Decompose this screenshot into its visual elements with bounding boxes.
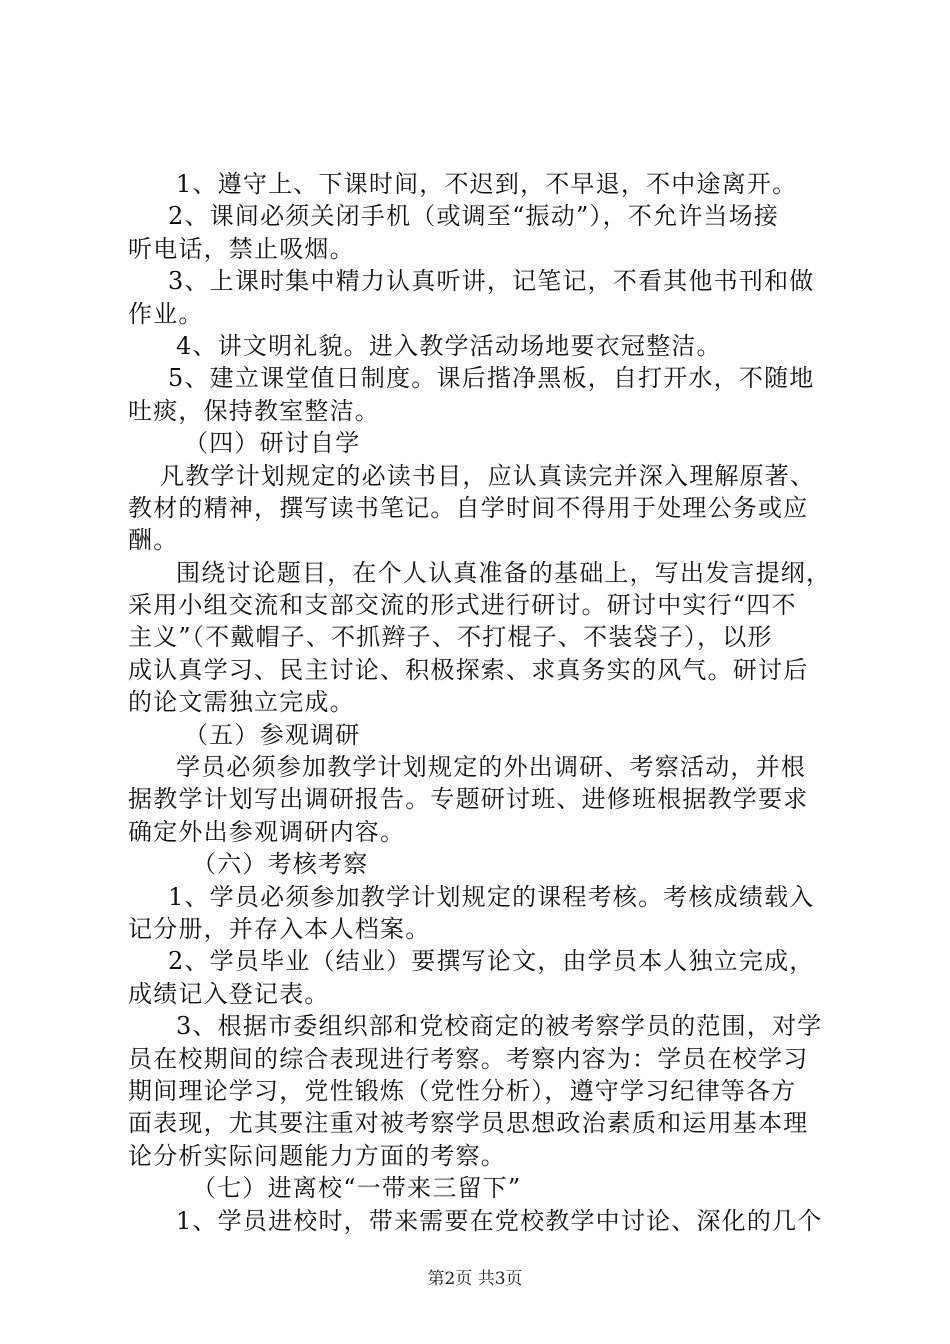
- text-line: 期间理论学习，党性锻炼（党性分析），遵守学习纪律等各方: [128, 1076, 797, 1105]
- text-line: 主义”（不戴帽子、不抓辫子、不打棍子、不装袋子），以形: [128, 623, 773, 652]
- text-line: 2、学员毕业（结业）要撰写论文，由学员本人独立完成，: [168, 947, 815, 976]
- text-line: 吐痰，保持教室整洁。: [128, 396, 380, 425]
- text-line: 成绩记入登记表。: [128, 979, 330, 1008]
- text-line: 教材的精神，撰写读书笔记。自学时间不得用于处理公务或应: [128, 493, 809, 522]
- page-number: 第2页 共3页: [427, 1269, 523, 1289]
- section-heading: （六）考核考察: [192, 850, 369, 879]
- text-line: 1、学员必须参加教学计划规定的课程考核。考核成绩载入: [168, 882, 815, 911]
- section-heading: （四）研讨自学: [184, 429, 361, 458]
- text-line: 4、讲文明礼貌。进入教学活动场地要衣冠整洁。: [176, 331, 722, 360]
- text-line: 3、根据市委组织部和党校商定的被考察学员的范围，对学: [176, 1012, 823, 1041]
- text-line: 听电话，禁止吸烟。: [128, 234, 355, 263]
- text-line: 学员必须参加教学计划规定的外出调研、考察活动，并根: [176, 753, 806, 782]
- text-line: 酬。: [128, 526, 179, 555]
- text-line: 作业。: [128, 299, 204, 328]
- document-body: [128, 168, 838, 1237]
- text-line: 员在校期间的综合表现进行考察。考察内容为：学员在校学习: [128, 1044, 809, 1073]
- text-line: 论分析实际问题能力方面的考察。: [128, 1141, 506, 1170]
- section-heading: （五）参观调研: [184, 720, 361, 749]
- text-line: 的论文需独立完成。: [128, 688, 355, 717]
- text-line: 面表现，尤其要注重对被考察学员思想政治素质和运用基本理: [128, 1109, 809, 1138]
- text-line: 1、遵守上、下课时间，不迟到，不早退，不中途离开。: [176, 170, 798, 198]
- text-line: 成认真学习、民主讨论、积极探索、求真务实的风气。研讨后: [128, 655, 809, 684]
- text-line: 围绕讨论题目，在个人认真准备的基础上，写出发言提纲，: [176, 558, 832, 587]
- text-line: 确定外出参观调研内容。: [128, 817, 406, 846]
- text-line: 5、建立课堂值日制度。课后揩净黑板，自打开水，不随地: [168, 364, 815, 393]
- text-line: 记分册，并存入本人档案。: [128, 914, 431, 943]
- text-line: 凡教学计划规定的必读书目，应认真读完并深入理解原著、: [160, 461, 816, 490]
- text-line: 3、上课时集中精力认真听讲，记笔记，不看其他书刊和做: [168, 267, 815, 296]
- text-line: 1、学员进校时，带来需要在党校教学中讨论、深化的几个: [176, 1206, 823, 1235]
- section-heading: （七）进离校“一带来三留下”: [192, 1174, 522, 1203]
- text-line: 采用小组交流和支部交流的形式进行研讨。研讨中实行“四不: [128, 591, 797, 620]
- text-line: 2、课间必须关闭手机（或调至“振动”），不允许当场接: [168, 202, 780, 231]
- text-line: 据教学计划写出调研报告。专题研讨班、进修班根据教学要求: [128, 785, 809, 814]
